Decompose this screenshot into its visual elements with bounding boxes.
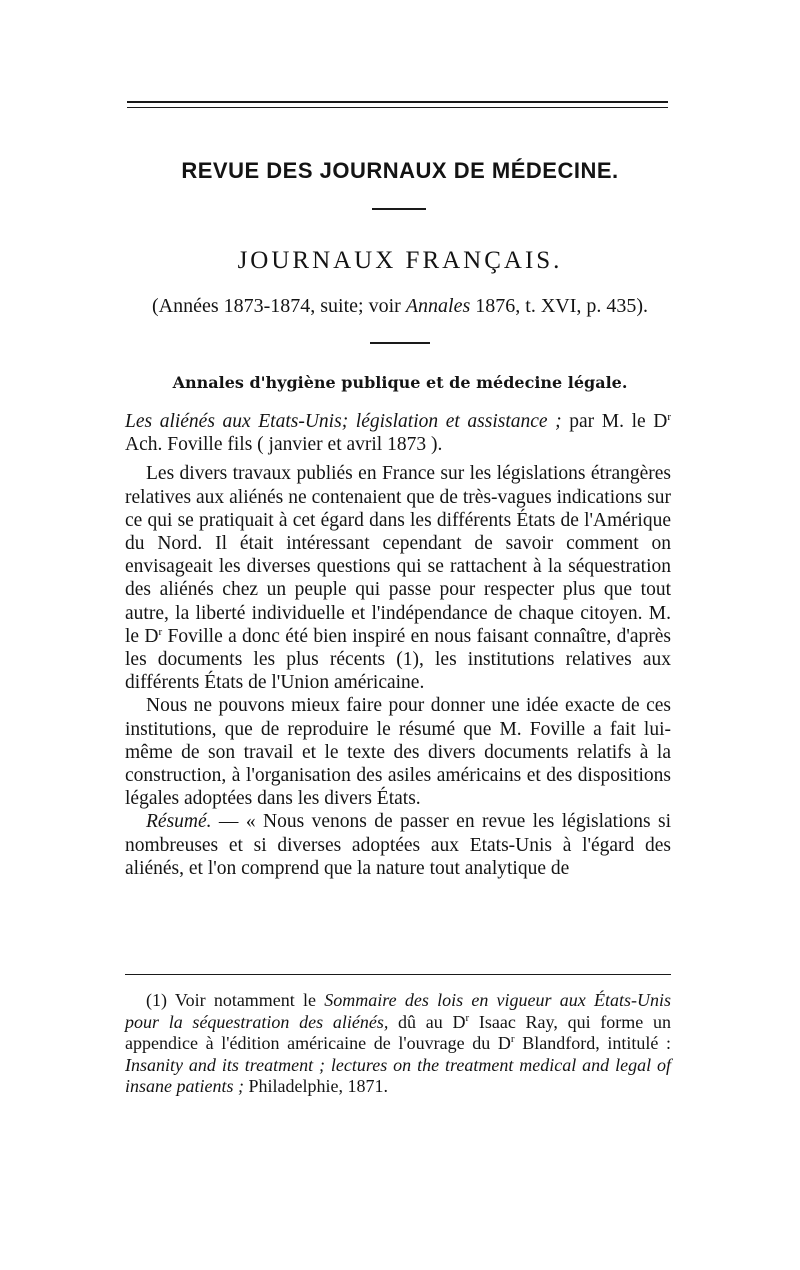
footnote-rule (125, 974, 671, 975)
paragraph-1: Les divers travaux publiés en France sur les législations étrangères relatives aux aliénés ne contenaient que de très-vagues indications sur ce qui se pratiquait à cet égard dans les différents États de l'Amérique du Nord. Il était intéressant cependant de savoir comment on envisageait les diverses questions qui se rattachent à la séquestration des aliénés chez un peuple qui passe pour respecter plus que tout autre, la liberté individuelle et l'indépendance de chaque citoyen. M. le $D^r$ Foville a donc été bien inspiré en nous faisant connaître, d'après les documents les plus récents (1), les institutions relatives aux différents États de l'Union américaine. (125, 463, 671, 694)
years-prefix: (Années 1873-1874, suite; voir (151, 295, 406, 317)
journal-heading: Annales d'hygiène publique et de médecine légale. (172, 373, 628, 392)
footnote: (1) Voir notamment le Sommaire des lois en vigueur aux États-Unis pour la séquestration des aliénés, dû au $D^r$ Isaac Ray, qui forme un appendice à l'édition américaine de l'ouvrage du $D^r$ Blandford, intitulé : Insanity and its treatment ; lectures on the treatment medical and legal of insane patients ; Philadelphie, 1871. (125, 990, 672, 1097)
paragraph-3: Résumé. — « Nous venons de passer en revue les législations si nombreuses et si diverses adoptées aux Etats-Unis à l'égard des aliénés, et l'on comprend que la nature tout analytique de (125, 811, 671, 879)
paragraph-2: Nous ne pouvons mieux faire pour donner une idée exacte de ces institutions, que de reproduire le résumé que M. Foville a fait lui-même de son travail et le texte des divers documents relatifs à la construction, à l'organisation des asiles américains et des dispositions légales adoptées dans les divers États. (125, 695, 671, 810)
main-title: REVUE DES JOURNAUX DE MÉDECINE. (181, 158, 619, 183)
years-reference (60, 295, 740, 318)
top-double-rule (127, 101, 668, 108)
article-body (125, 410, 671, 880)
years-suffix: 1876, t. XVI, p. 435). (470, 295, 649, 317)
section-title: JOURNAUX FRANÇAIS. (237, 247, 563, 274)
article-title-italic: Les aliénés aux Etats-Unis; législation et assistance ; (125, 411, 562, 432)
resume-label: Résumé. (146, 811, 212, 833)
article-title: Les aliénés aux Etats-Unis; législation et assistance ; par M. le $D^r$ Ach. Foville fils ( janvier et avril 1873 ). (125, 411, 671, 456)
title-divider (372, 208, 426, 210)
years-annales: Annales (405, 295, 471, 317)
section-divider (370, 342, 430, 344)
